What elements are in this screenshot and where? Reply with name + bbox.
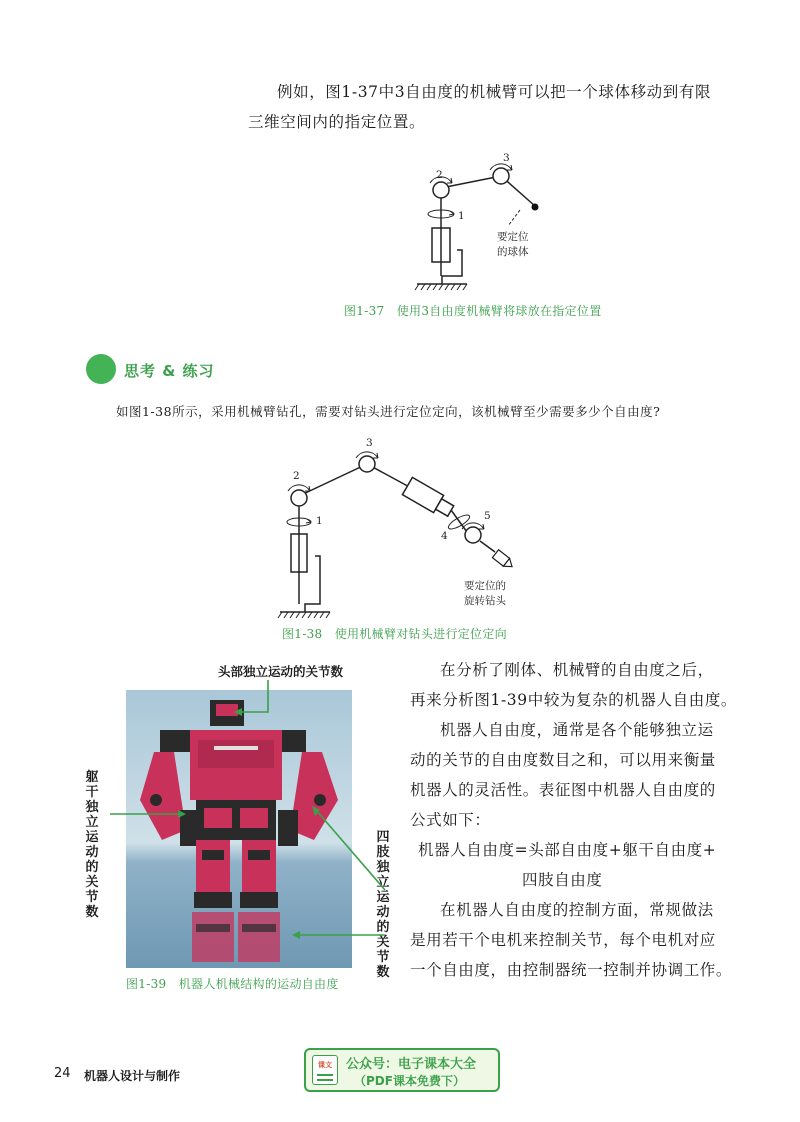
body-line-11: 一个自由度，由控制器统一控制并协调工作。 [410, 961, 733, 979]
figure-1-39-arrows [90, 670, 410, 950]
fig38-joint-5: 5 [484, 510, 491, 522]
intro-line-1: 例如，图1-37中3自由度的机械臂可以把一个球体移动到有限 [277, 83, 712, 101]
fig39-label-torso: 躯干独立运动的关节数 [85, 770, 99, 920]
figure-1-37-diagram [405, 150, 555, 295]
fig38-joint-4: 4 [441, 530, 448, 542]
fig39-label-limbs: 四肢独立运动的关节数 [376, 830, 390, 980]
book-icon-text: 课文 [318, 1061, 332, 1069]
figure-1-37-caption: 图1-37 使用3自由度机械臂将球放在指定位置 [344, 304, 602, 318]
fig37-joint-1: 1 [458, 210, 465, 222]
exercise-title: 思考 & 练习 [124, 362, 215, 380]
fig38-target-label-1: 要定位的 [464, 580, 506, 592]
body-line-6: 公式如下： [410, 811, 491, 829]
intro-line-2: 三维空间内的指定位置。 [248, 113, 426, 131]
formula-line-2: 四肢自由度 [522, 871, 603, 889]
body-line-2: 再来分析图1-39中较为复杂的机器人自由度。 [410, 691, 738, 709]
exercise-question: 如图1-38所示，采用机械臂钻孔，需要对钻头进行定位定向，该机械臂至少需要多少个自由度? [116, 404, 661, 419]
fig38-joint-2: 2 [293, 470, 300, 482]
page-number: 24 [54, 1066, 71, 1081]
fig37-target-label-1: 要定位 [497, 231, 529, 243]
figure-1-38-caption: 图1-38 使用机械臂对钻头进行定位定向 [282, 627, 507, 641]
fig37-joint-3: 3 [503, 152, 510, 164]
section-dot-icon [86, 354, 116, 384]
fig37-joint-2: 2 [436, 169, 443, 181]
book-title: 机器人设计与制作 [84, 1069, 181, 1083]
fig38-joint-1: 1 [316, 515, 323, 527]
book-icon [312, 1055, 338, 1085]
body-line-3: 机器人自由度，通常是各个能够独立运 [440, 721, 714, 739]
watermark-stamp [304, 1048, 500, 1092]
fig39-label-head: 头部独立运动的关节数 [218, 664, 344, 679]
body-line-9: 在机器人自由度的控制方面，常规做法 [440, 901, 714, 919]
formula-line-1: 机器人自由度=头部自由度+躯干自由度+ [418, 841, 717, 859]
fig38-joint-3: 3 [366, 437, 373, 449]
body-line-10: 是用若干个电机来控制关节，每个电机对应 [410, 931, 716, 949]
figure-1-39-caption: 图1-39 机器人机械结构的运动自由度 [126, 977, 339, 991]
stamp-line-1: 公众号：电子课本大全 [346, 1057, 477, 1072]
fig38-target-label-2: 旋转钻头 [464, 595, 506, 607]
body-line-1: 在分析了刚体、机械臂的自由度之后， [440, 661, 714, 679]
body-line-4: 动的关节的自由度数目之和，可以用来衡量 [410, 751, 716, 769]
fig37-target-label-2: 的球体 [497, 246, 529, 258]
stamp-line-2: （PDF课本免费下） [354, 1074, 465, 1088]
body-line-5: 机器人的灵活性。表征图中机器人自由度的 [410, 781, 716, 799]
